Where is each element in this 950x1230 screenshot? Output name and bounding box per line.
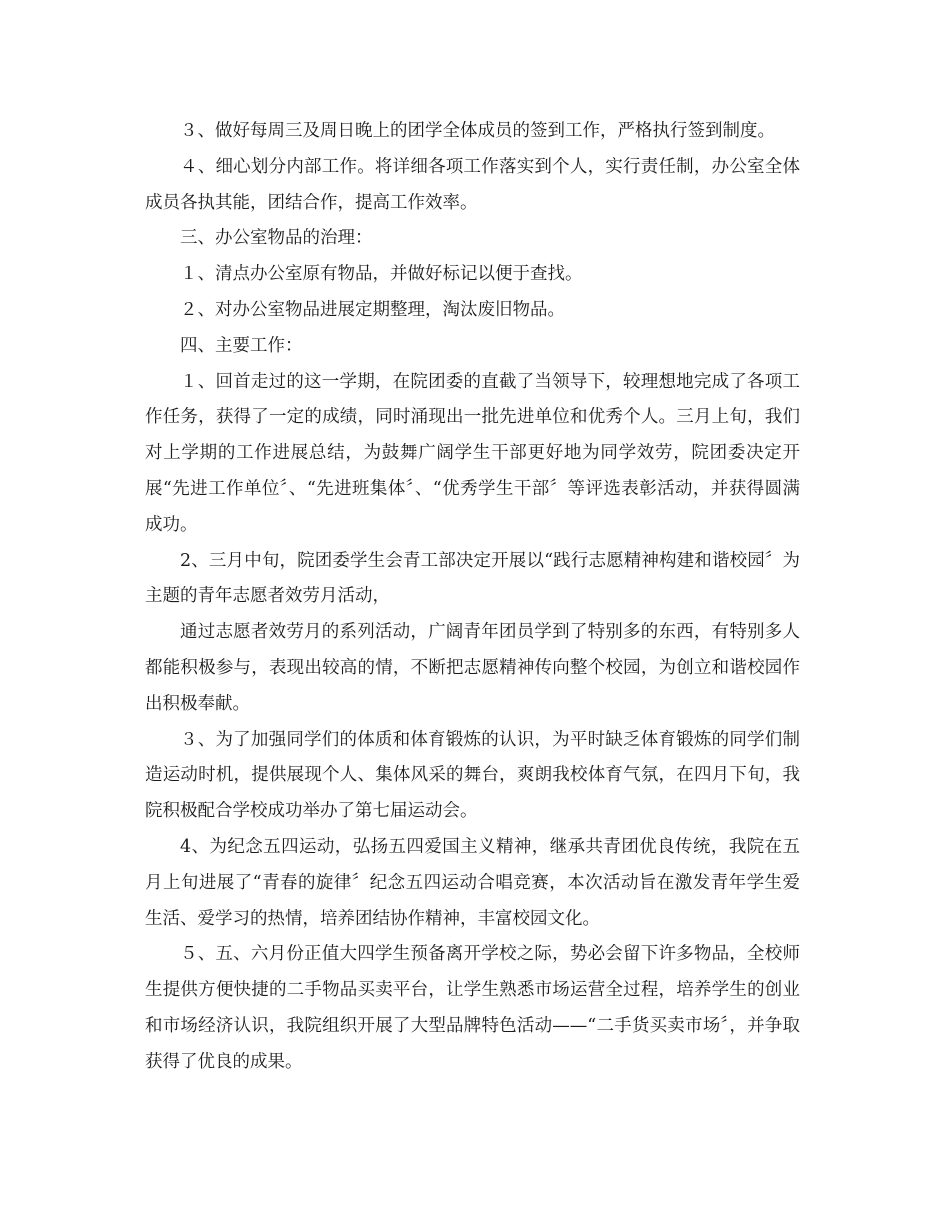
paragraph-second-hand-market: ５、五、六月份正值大四学生预备离开学校之际，势必会留下许多物品，全校师生提供方便快捷的二手物品买卖平台，让学生熟悉市场运营全过程，培养学生的创业和市场经济认识，我院组织开展了大型品牌特色活动——“二手货买卖市场〞，并争取获得了优良的成果。 <box>145 944 800 1072</box>
paragraph-may-fourth: 4、为纪念五四运动，弘扬五四爱国主义精神，继承共青团优良传统，我院在五月上旬进展了“青春的旋律〞纪念五四运动合唱竞赛，本次活动旨在激发青年学生爱生活、爱学习的热情，培养团结协作精神，丰富校园文化。 <box>145 836 800 929</box>
paragraph-volunteer-month: 2、三月中旬，院团委学生会青工部决定开展以“践行志愿精神构建和谐校园〞为主题的青年志愿者效劳月活动， <box>145 550 800 607</box>
paragraph-internal-division: ４、细心划分内部工作。将详细各项工作落实到个人，实行责任制，办公室全体成员各执其能，团结合作，提高工作效率。 <box>145 156 800 213</box>
paragraph-semester-review: １、回首走过的这一学期，在院团委的直截了当领导下，较理想地完成了各项工作任务，获得了一定的成绩，同时涌现出一批先进单位和优秀个人。三月上旬，我们对上学期的工作进展总结，为鼓舞广阔学生干部更好地为同学效劳，院团委决定开展“先进工作单位〞、“先进班集体〞、“优秀学生干部〞等评选表彰活动，并获得圆满成功。 <box>145 371 800 535</box>
paragraph-inventory: １、清点办公室原有物品，并做好标记以便于查找。 <box>180 264 583 285</box>
paragraph-organize: ２、对办公室物品进展定期整理，淘汰废旧物品。 <box>180 299 565 320</box>
paragraph-signin-duty: ３、做好每周三及周日晚上的团学全体成员的签到工作，严格执行签到制度。 <box>180 121 775 141</box>
document-body <box>145 114 800 1081</box>
section-heading-main-work: 四、主要工作： <box>180 335 303 356</box>
paragraph-sports-meet: ３、为了加强同学们的体质和体育锻炼的认识，为平时缺乏体育锻炼的同学们制造运动时机，提供展现个人、集体风采的舞台，爽朗我校体育气氛，在四月下旬，我院积极配合学校成功举办了第七届运动会。 <box>145 729 800 822</box>
paragraph-volunteer-results: 通过志愿者效劳月的系列活动，广阔青年团员学到了特别多的东西，有特别多人都能积极参与，表现出较高的情，不断把志愿精神传向整个校园，为创立和谐校园作出积极奉献。 <box>145 622 800 714</box>
section-heading-office-items: 三、办公室物品的治理： <box>180 228 373 249</box>
